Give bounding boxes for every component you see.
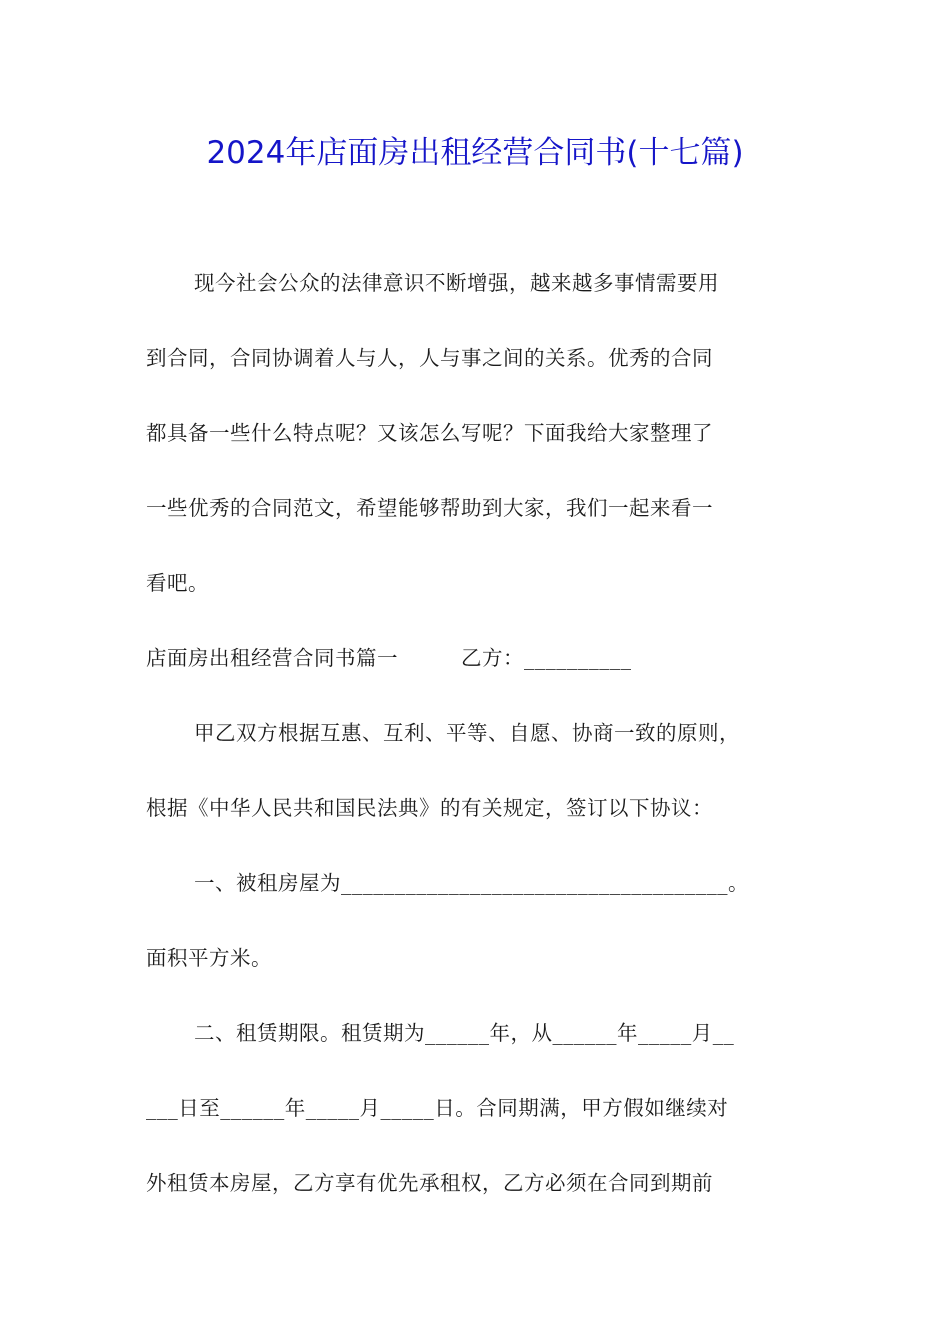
paragraph-line: 外租赁本房屋，乙方享有优先承租权，乙方必须在合同到期前 xyxy=(146,1171,713,1195)
document-title: 2024年店面房出租经营合同书(十七篇) xyxy=(206,135,744,171)
paragraph-line: 二、租赁期限。租赁期为______年，从______年_____月__ xyxy=(194,1021,735,1045)
paragraph-line: 根据《中华人民共和国民法典》的有关规定，签订以下协议： xyxy=(146,796,713,820)
paragraph-line: 到合同，合同协调着人与人，人与事之间的关系。优秀的合同 xyxy=(146,346,713,370)
paragraph-line: 甲乙双方根据互惠、互利、平等、自愿、协商一致的原则， xyxy=(194,721,740,745)
paragraph-line: 看吧。 xyxy=(146,571,209,595)
paragraph-line: 现今社会公众的法律意识不断增强，越来越多事情需要用 xyxy=(194,271,719,295)
section-heading: 店面房出租经营合同书篇一 乙方：__________ xyxy=(146,646,632,670)
paragraph-line: 面积平方米。 xyxy=(146,946,272,970)
paragraph-line: 都具备一些什么特点呢？又该怎么写呢？下面我给大家整理了 xyxy=(146,421,713,445)
paragraph-line: ___日至______年_____月_____日。合同期满，甲方假如继续对 xyxy=(146,1096,729,1120)
paragraph-line: 一、被租房屋为____________________________________。 xyxy=(194,871,749,895)
paragraph-line: 一些优秀的合同范文，希望能够帮助到大家，我们一起来看一 xyxy=(146,496,713,520)
